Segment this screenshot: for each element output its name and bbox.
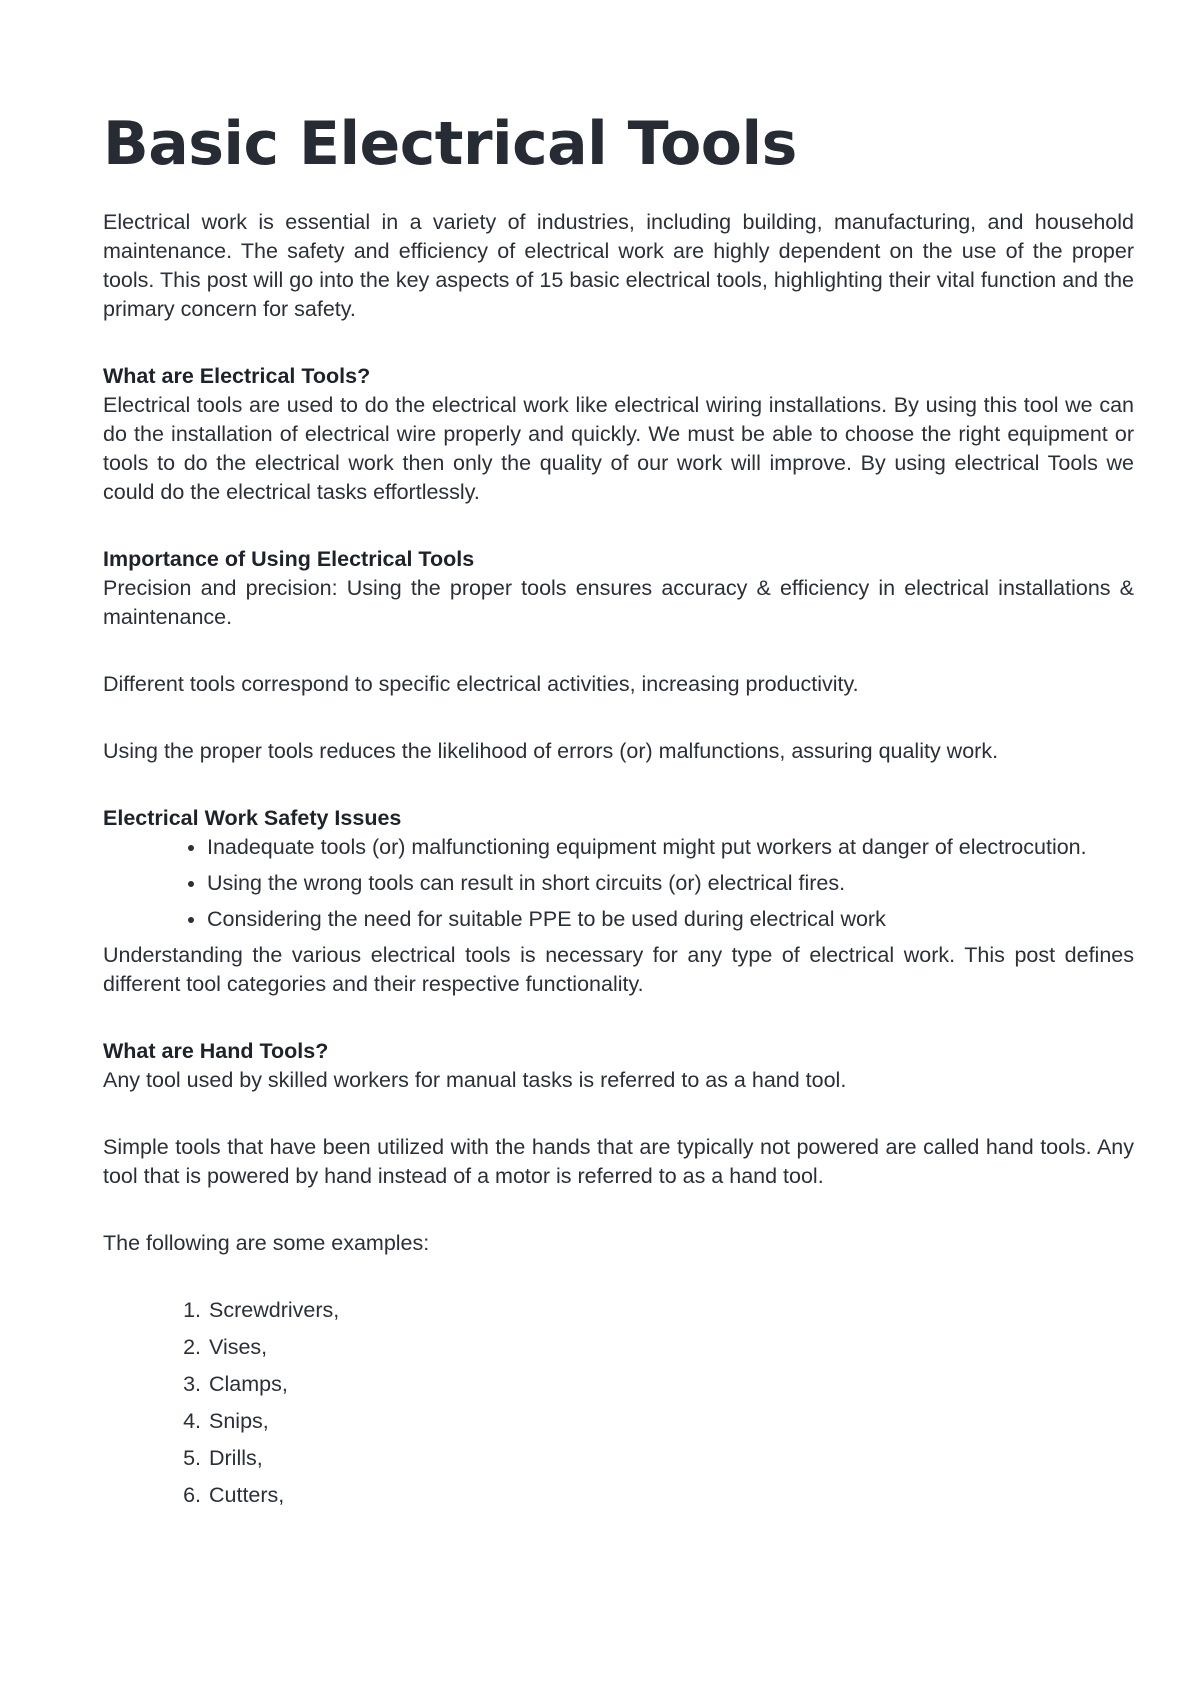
list-item: 5. Drills, [207,1444,1134,1473]
importance-paragraph-1: Precision and precision: Using the proper tools ensures accuracy & efficiency in electrical installations & maintenance. [103,576,1134,629]
list-item: 4. Snips, [207,1407,1134,1436]
safety-closing-paragraph: Understanding the various electrical tools is necessary for any type of electrical work. This post defines different tool categories and their respective functionality. [103,943,1134,996]
importance-paragraph-3: Using the proper tools reduces the likelihood of errors (or) malfunctions, assuring quality work. [103,739,999,763]
section-heading-safety-issues: Electrical Work Safety Issues [103,806,402,830]
intro-paragraph: Electrical work is essential in a variety of industries, including building, manufacturing, and household maintenance. The safety and efficiency of electrical work are highly dependent on the use of the proper tools. This post will go into the key aspects of 15 basic electrical tools, highlighting their vital function and the primary concern for safety. [103,210,1134,321]
section-heading-what-are-electrical-tools: What are Electrical Tools? [103,364,371,388]
what-are-electrical-tools-paragraph: Electrical tools are used to do the electrical work like electrical wiring installations. By using this tool we can do the installation of electrical wire properly and quickly. We must be able to choose the right equipment or tools to do the electrical work then only the quality of our work will improve. By using electrical Tools we could do the electrical tasks effortlessly. [103,393,1134,504]
list-item: 6. Cutters, [207,1481,1134,1510]
hand-tools-paragraph-1: Any tool used by skilled workers for manual tasks is referred to as a hand tool. [103,1068,847,1092]
section-heading-importance: Importance of Using Electrical Tools [103,547,475,571]
section-heading-hand-tools: What are Hand Tools? [103,1039,329,1063]
list-item: • Inadequate tools (or) malfunctioning equipment might put workers at danger of electrocution. [207,833,1134,862]
hand-tools-examples-list [103,1296,1134,1510]
document-content [103,104,1134,1518]
hand-tools-paragraph-2: Simple tools that have been utilized with the hands that are typically not powered are called hand tools. Any tool that is powered by hand instead of a motor is referred to as a hand tool. [103,1135,1134,1188]
list-item: 1. Screwdrivers, [207,1296,1134,1325]
list-item: 2. Vises, [207,1333,1134,1362]
page-title: Basic Electrical Tools [103,109,797,179]
safety-bullet-list [103,833,1134,934]
list-item: • Considering the need for suitable PPE to be used during electrical work [207,905,1134,934]
list-item: • Using the wrong tools can result in short circuits (or) electrical fires. [207,869,1134,898]
list-item: 3. Clamps, [207,1370,1134,1399]
hand-tools-paragraph-3: The following are some examples: [103,1231,430,1255]
importance-paragraph-2: Different tools correspond to specific electrical activities, increasing productivity. [103,672,859,696]
